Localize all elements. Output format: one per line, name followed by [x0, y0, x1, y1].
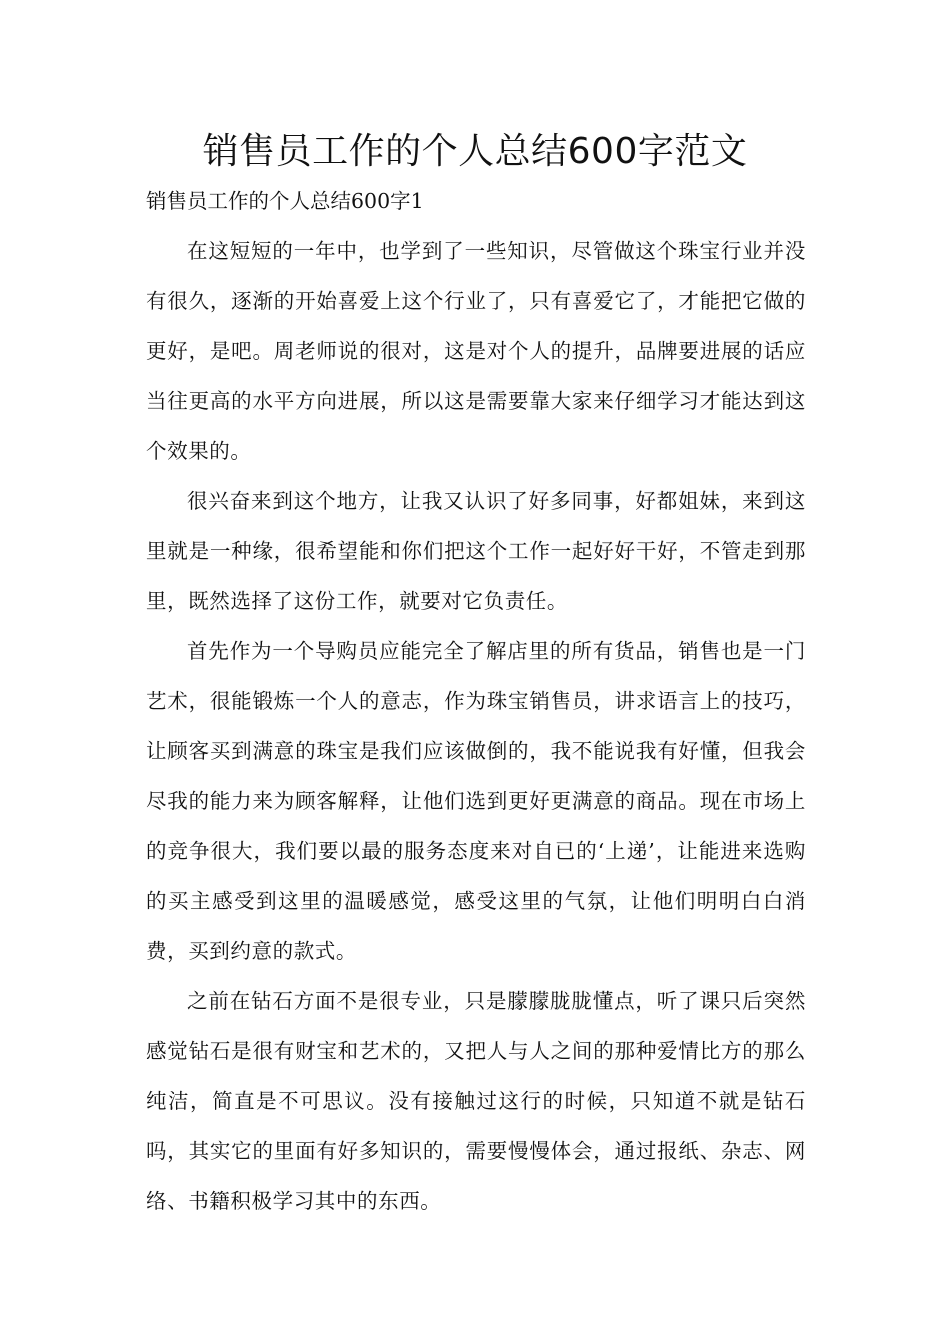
paragraph-4: 之前在钻石方面不是很专业，只是朦朦胧胧懂点，听了课只后突然感觉钻石是很有财宝和艺术的，又把人与人之间的那种爱情比方的那么纯洁，简直是不可思议。没有接触过这行的时候，只知道不就是钻石吗，其实它的里面有好多知识的，需要慢慢体会，通过报纸、杂志、网络、书籍积极学习其中的东西。	[146, 989, 806, 1213]
paragraph-3: 首先作为一个导购员应能完全了解店里的所有货品，销售也是一门艺术，很能锻炼一个人的意志，作为珠宝销售员，讲求语言上的技巧，让顾客买到满意的珠宝是我们应该做倒的，我不能说我有好懂，但我会尽我的能力来为顾客解释，让他们选到更好更满意的商品。现在市场上的竞争很大，我们要以最的服务态度来对自已的‘上递’，让能进来选购的买主感受到这里的温暖感觉，感受这里的气氛，让他们明明白白消费，买到约意的款式。	[146, 639, 806, 963]
document-title: 销售员工作的个人总结600字范文	[202, 131, 748, 172]
document-body	[146, 226, 806, 1226]
paragraph-1: 在这短短的一年中，也学到了一些知识，尽管做这个珠宝行业并没有很久，逐渐的开始喜爱上这个行业了，只有喜爱它了，才能把它做的更好，是吧。周老师说的很对，这是对个人的提升，品牌要进展的话应当往更高的水平方向进展，所以这是需要靠大家来仔细学习才能达到这个效果的。	[146, 239, 806, 463]
paragraph-2: 很兴奋来到这个地方，让我又认识了好多同事，好都姐妹，来到这里就是一种缘，很希望能和你们把这个工作一起好好干好，不管走到那里，既然选择了这份工作，就要对它负责任。	[146, 489, 806, 613]
section-heading: 销售员工作的个人总结600字1	[146, 189, 424, 213]
